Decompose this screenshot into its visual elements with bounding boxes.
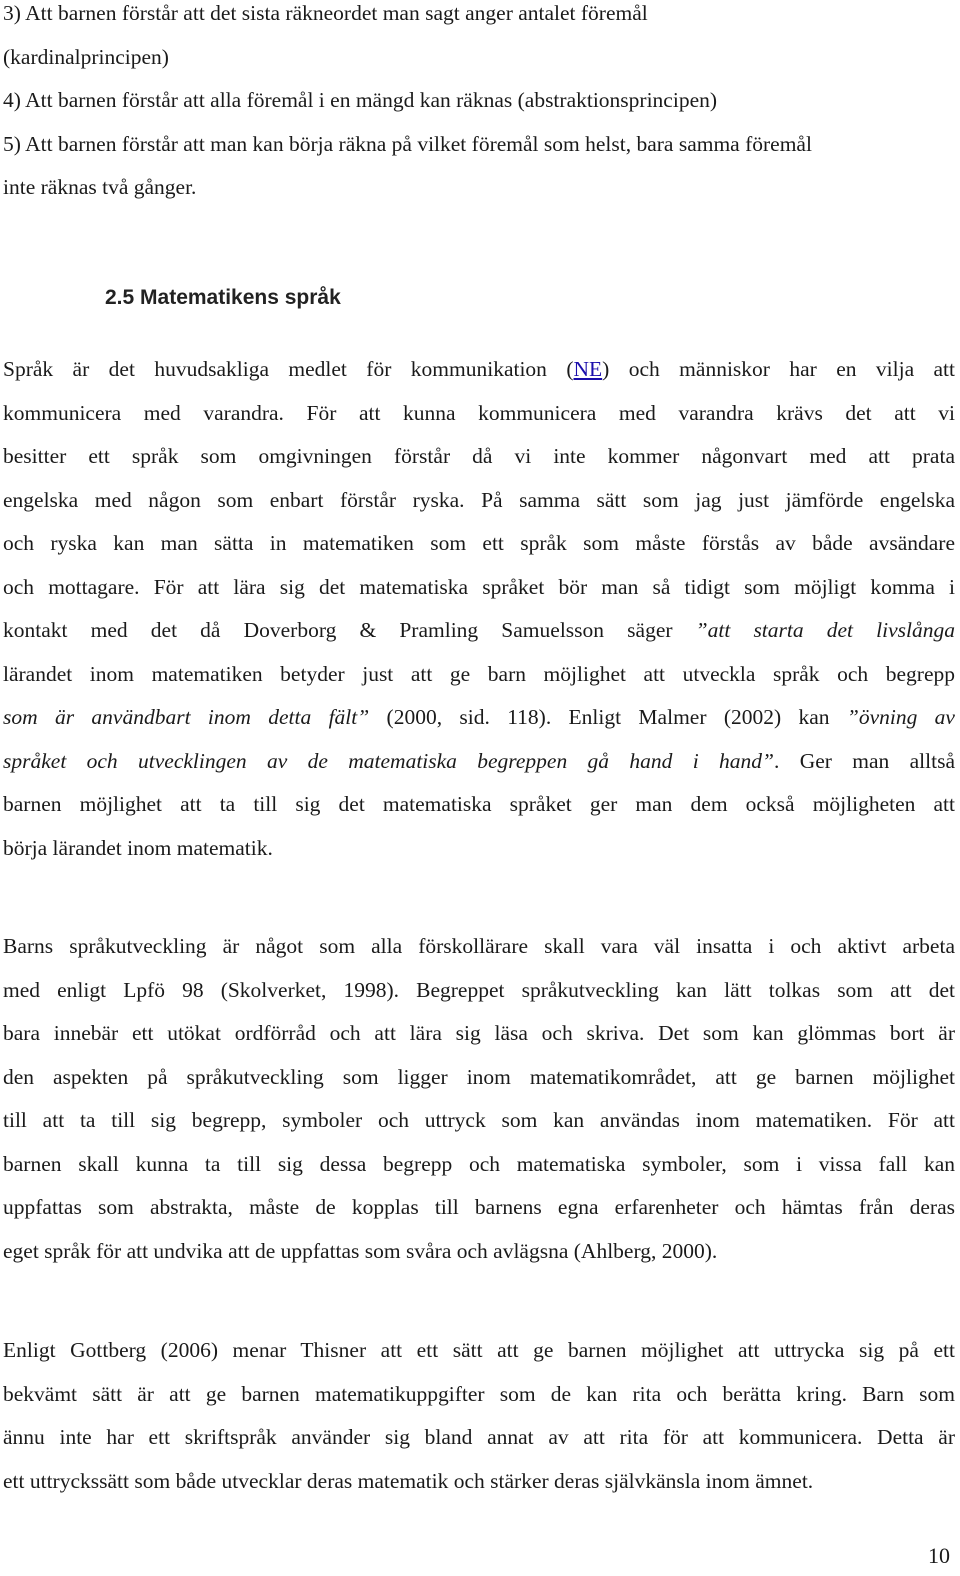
paragraph-mathematical-language [3, 348, 955, 870]
text-segment: kontakt med det då Doverborg & Pramling Samuelsson säger [3, 618, 696, 642]
quote-text: språket och utvecklingen av de matematiska begreppen gå hand i hand” [3, 748, 774, 773]
paragraph-line: och mottagare. För att lära sig det matematiska språket bör man så tidigt som möjligt komma i [3, 574, 955, 599]
paragraph-line: Enligt Gottberg (2006) menar Thisner att ett sätt att ge barnen möjlighet att uttrycka sig på ett [3, 1338, 955, 1362]
text-segment: ) och människor har en vilja att [602, 357, 956, 381]
paragraph-line: kommunicera med varandra. För att kunna kommunicera med varandra krävs det att vi [3, 400, 955, 425]
paragraph-line: med enligt Lpfö 98 (Skolverket, 1998). Begreppet språkutveckling kan lätt tolkas som att det [3, 977, 955, 1002]
paragraph-line: och ryska kan man sätta in matematiken som ett språk som måste förstås av både avsändare [3, 531, 955, 555]
paragraph-line: engelska med någon som enbart förstår ryska. På samma sätt som jag just jämförde engelska [3, 487, 955, 512]
quote-text: ”övning av [846, 705, 955, 729]
paragraph-line: ett uttryckssätt som både utvecklar deras matematik och stärker deras självkänsla inom ämnet. [3, 1468, 814, 1493]
quote-text: som är användbart inom detta fält” [3, 705, 370, 729]
paragraph-line [3, 609, 955, 653]
paragraph-line: barnen möjlighet att ta till sig det matematiska språket ger man dem också möjligheten att [3, 792, 955, 816]
principles-list [3, 0, 955, 210]
paragraph-line: den aspekten på språkutveckling som ligger inom matematikområdet, att ge barnen möjlighet [3, 1064, 955, 1089]
paragraph-line [3, 696, 955, 740]
paragraph-gottberg [3, 1329, 955, 1503]
paragraph-line [3, 348, 955, 392]
ne-reference-link[interactable]: NE [573, 357, 603, 381]
text-segment: Språk är det huvudsakliga medlet för kommunikation ( [3, 357, 574, 381]
paragraph-line: ännu inte har ett skriftspråk använder sig bland annat av att rita för att kommunicera. Detta är [3, 1425, 955, 1449]
paragraph-line: uppfattas som abstrakta, måste de kopplas till barnens egna erfarenheter och hämtas från deras [3, 1195, 955, 1219]
list-item-4: 4) Att barnen förstår att alla föremål i en mängd kan räknas (abstraktionsprincipen) [3, 88, 718, 112]
paragraph-language-development [3, 925, 955, 1273]
list-item-3: 3) Att barnen förstår att det sista räkneordet man sagt anger antalet föremål [3, 1, 648, 25]
paragraph-line: till att ta till sig begrepp, symboler och uttryck som kan användas inom matematiken. För att [3, 1108, 955, 1132]
paragraph-line: barnen skall kunna ta till sig dessa begrepp och matematiska symboler, som i vissa fall kan [3, 1151, 955, 1176]
list-item-3-continuation: (kardinalprincipen) [3, 44, 169, 69]
paragraph-line: Barns språkutveckling är något som alla förskollärare skall vara väl insatta i och aktivt arbeta [3, 934, 955, 958]
list-item-5-continuation: inte räknas två gånger. [3, 175, 197, 199]
paragraph-line: besitter ett språk som omgivningen förstår då vi inte kommer någonvart med att prata [3, 444, 955, 468]
paragraph-line [3, 740, 955, 784]
text-segment: . Ger man alltså [774, 748, 956, 773]
page-number: 10 [928, 1543, 950, 1568]
text-segment: (2000, sid. 118). Enligt Malmer (2002) kan [369, 705, 847, 729]
section-heading: 2.5 Matematikens språk [105, 286, 341, 309]
paragraph-line: lärandet inom matematiken betyder just att ge barn möjlighet att utveckla språk och begrepp [3, 661, 955, 686]
paragraph-line: eget språk för att undvika att de uppfattas som svåra och avlägsna (Ahlberg, 2000). [3, 1238, 718, 1263]
paragraph-line: börja lärandet inom matematik. [3, 835, 273, 860]
paragraph-line: bekvämt sätt är att ge barnen matematikuppgifter som de kan rita och berätta kring. Barn som [3, 1381, 955, 1406]
list-item-5: 5) Att barnen förstår att man kan börja räkna på vilket föremål som helst, bara samma föremål [3, 131, 812, 156]
quote-text: ”att starta det livslånga [695, 618, 955, 642]
paragraph-line: bara innebär ett utökat ordförråd och att lära sig läsa och skriva. Det som kan glömmas bort är [3, 1021, 955, 1045]
